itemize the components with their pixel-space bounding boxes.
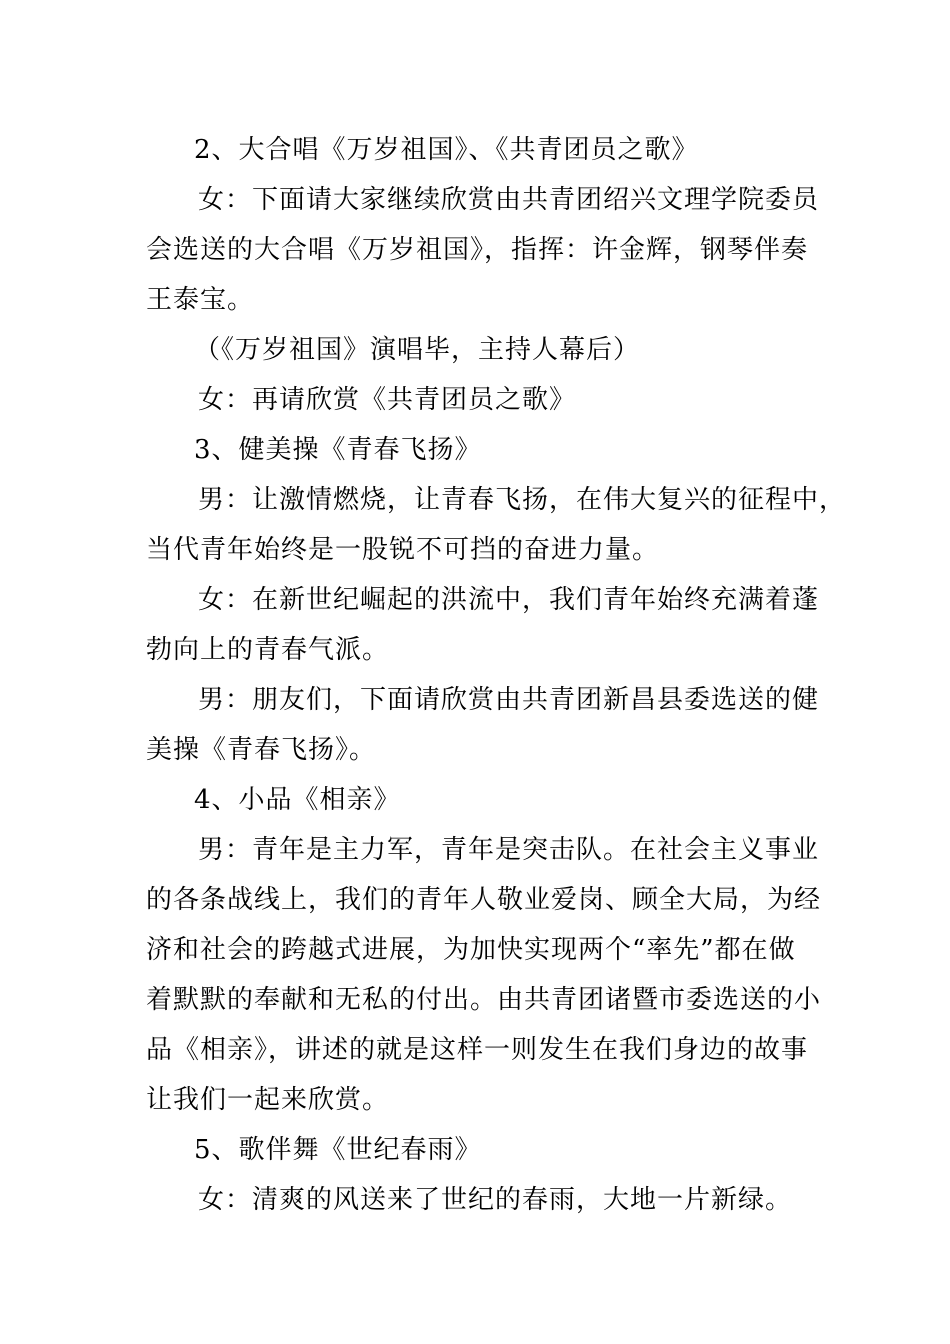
paragraph-line: 女：下面请大家继续欣赏由共青团绍兴文理学院委员: [198, 185, 820, 215]
paragraph-line: 济和社会的跨越式进展，为加快实现两个“率先”都在做: [146, 935, 796, 965]
section-heading-5: 5、歌伴舞《世纪春雨》: [194, 1135, 482, 1165]
paragraph-line: 的各条战线上，我们的青年人敬业爱岗、顾全大局，为经: [146, 885, 822, 915]
paragraph-line: 王泰宝。: [146, 285, 255, 315]
paragraph-line: 着默默的奉献和无私的付出。由共青团诸暨市委选送的小: [146, 985, 822, 1015]
section-heading-3: 3、健美操《青春飞扬》: [194, 435, 482, 465]
paragraph-line: 男：朋友们，下面请欣赏由共青团新昌县委选送的健: [198, 685, 820, 715]
paragraph-line: 会选送的大合唱《万岁祖国》，指挥：许金辉，钢琴伴奏: [146, 235, 809, 265]
paragraph-line: 美操《青春飞扬》。: [146, 735, 377, 765]
paragraph-line: 当代青年始终是一股锐不可挡的奋进力量。: [146, 535, 660, 565]
paragraph-line: 女：再请欣赏《共青团员之歌》: [198, 385, 577, 415]
stage-direction: （《万岁祖国》演唱毕，主持人幕后）: [194, 335, 641, 365]
section-heading-2: 2、大合唱《万岁祖国》、《共青团员之歌》: [194, 135, 699, 165]
paragraph-line: 女：在新世纪崛起的洪流中，我们青年始终充满着蓬: [198, 585, 820, 615]
paragraph-line: 男：青年是主力军，青年是突击队。在社会主义事业: [198, 835, 820, 865]
paragraph-line: 男：让激情燃烧，让青春飞扬，在伟大复兴的征程中，: [198, 485, 847, 515]
paragraph-line: 勃向上的青春气派。: [146, 635, 390, 665]
paragraph-line: 品《相亲》，讲述的就是这样一则发生在我们身边的故事: [146, 1035, 809, 1065]
paragraph-line: 女：清爽的风送来了世纪的春雨，大地一片新绿。: [198, 1185, 793, 1215]
section-heading-4: 4、小品《相亲》: [194, 785, 401, 815]
paragraph-line: 让我们一起来欣赏。: [146, 1085, 390, 1115]
